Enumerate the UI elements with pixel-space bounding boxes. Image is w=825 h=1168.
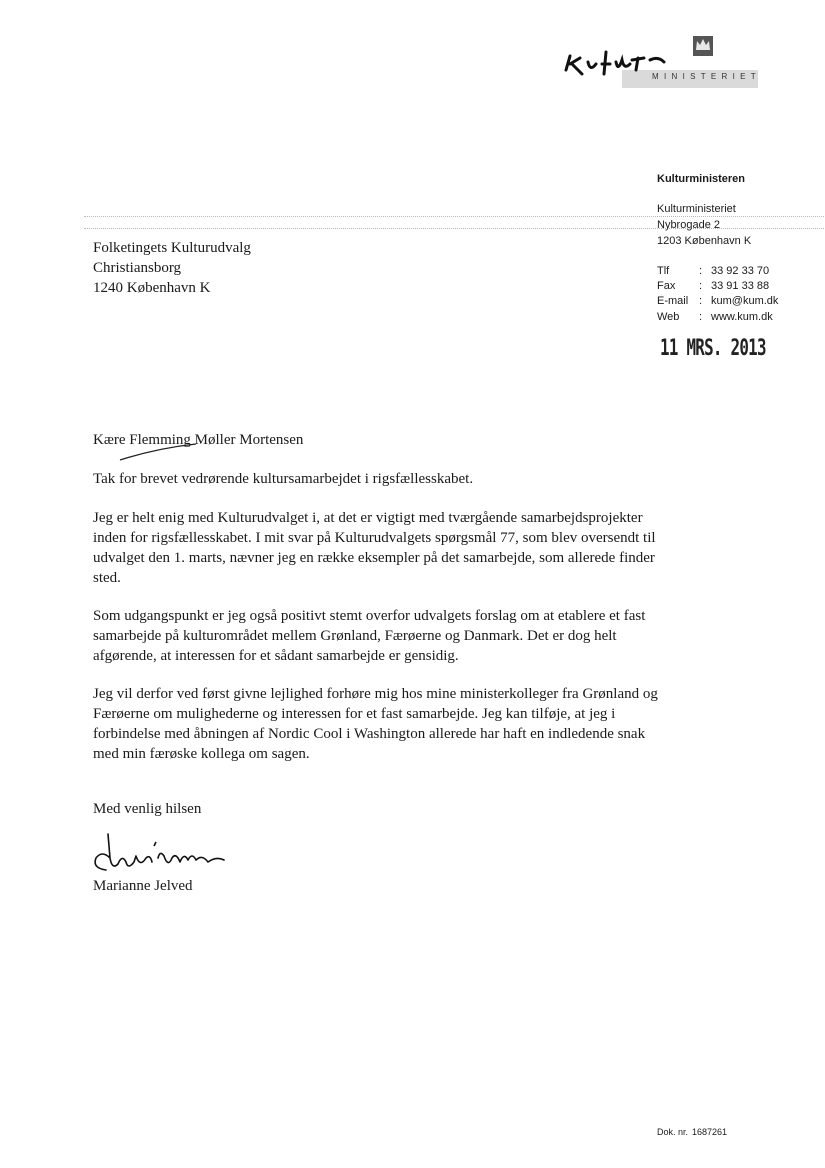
scan-line [84, 216, 824, 217]
sender-organization: Kulturministeriet [657, 203, 736, 215]
paragraph: Tak for brevet vedrørende kultursamarbejdet i rigsfællesskabet. [93, 471, 474, 487]
date-stamp: 11 MRS. 2013 [660, 336, 766, 361]
contact-web: Web : www.kum.dk [657, 311, 773, 323]
handwritten-signature [88, 828, 238, 878]
contact-value: 33 91 33 88 [711, 280, 770, 292]
logo-subtitle: MINISTERIET [652, 72, 761, 81]
sender-street: Nybrogade 2 [657, 219, 720, 231]
kulturministeriet-logo [560, 30, 760, 92]
contact-label: E-mail [657, 295, 689, 307]
recipient-name: Folketingets Kulturudvalg [93, 240, 251, 256]
paragraph: Som udgangspunkt er jeg også positivt stemt overfor udvalgets forslag om at etablere et fast samarbejde på kulturområdet mellem Grønland, Færøerne og Danmark. Det er dog helt afgørende, at interessen for et sådant samarbejde er gensidig. [93, 608, 646, 664]
contact-value: 33 92 33 70 [711, 265, 770, 277]
contact-phone: Tlf : 33 92 33 70 [657, 265, 770, 277]
contact-fax: Fax : 33 91 33 88 [657, 280, 770, 292]
paragraph: Jeg er helt enig med Kulturudvalget i, at det er vigtigt med tværgående samarbejdsprojekter inden for rigsfællesskabet. I mit svar på Kulturudvalgets spørgsmål 77, som blev oversendt til udvalget den 1. marts, nævner jeg en række eksempler på det samarbejde, som allerede finder sted. [93, 510, 656, 586]
signer-name: Marianne Jelved [93, 878, 193, 894]
contact-email: E-mail : kum@kum.dk [657, 295, 779, 307]
closing: Med venlig hilsen [93, 801, 202, 817]
contact-label: Tlf [657, 265, 670, 277]
contact-value: kum@kum.dk [711, 295, 779, 307]
recipient-city: 1240 København K [93, 280, 211, 296]
salutation: Kære Flemming Møller Mortensen [93, 432, 304, 448]
sender-title: Kulturministeren [657, 173, 746, 185]
contact-label: Web [657, 311, 680, 323]
contact-label: Fax [657, 280, 676, 292]
sender-city: 1203 København K [657, 235, 752, 247]
doc-label: Dok. nr. [657, 1127, 689, 1137]
document-number [657, 1127, 727, 1137]
recipient-building: Christiansborg [93, 260, 182, 276]
contact-value: www.kum.dk [711, 311, 773, 323]
doc-number: 1687261 [692, 1127, 728, 1137]
handwritten-flourish [118, 442, 198, 464]
paragraph: Jeg vil derfor ved først givne lejlighed forhøre mig hos mine ministerkolleger fra Grønland og Færøerne om mulighederne og interessen for et fast samarbejde. Jeg kan tilføje, at jeg i forbindelse med åbningen af Nordic Cool i Washington allerede har haft en indledende snak med min færøske kollega om sagen. [93, 686, 658, 762]
